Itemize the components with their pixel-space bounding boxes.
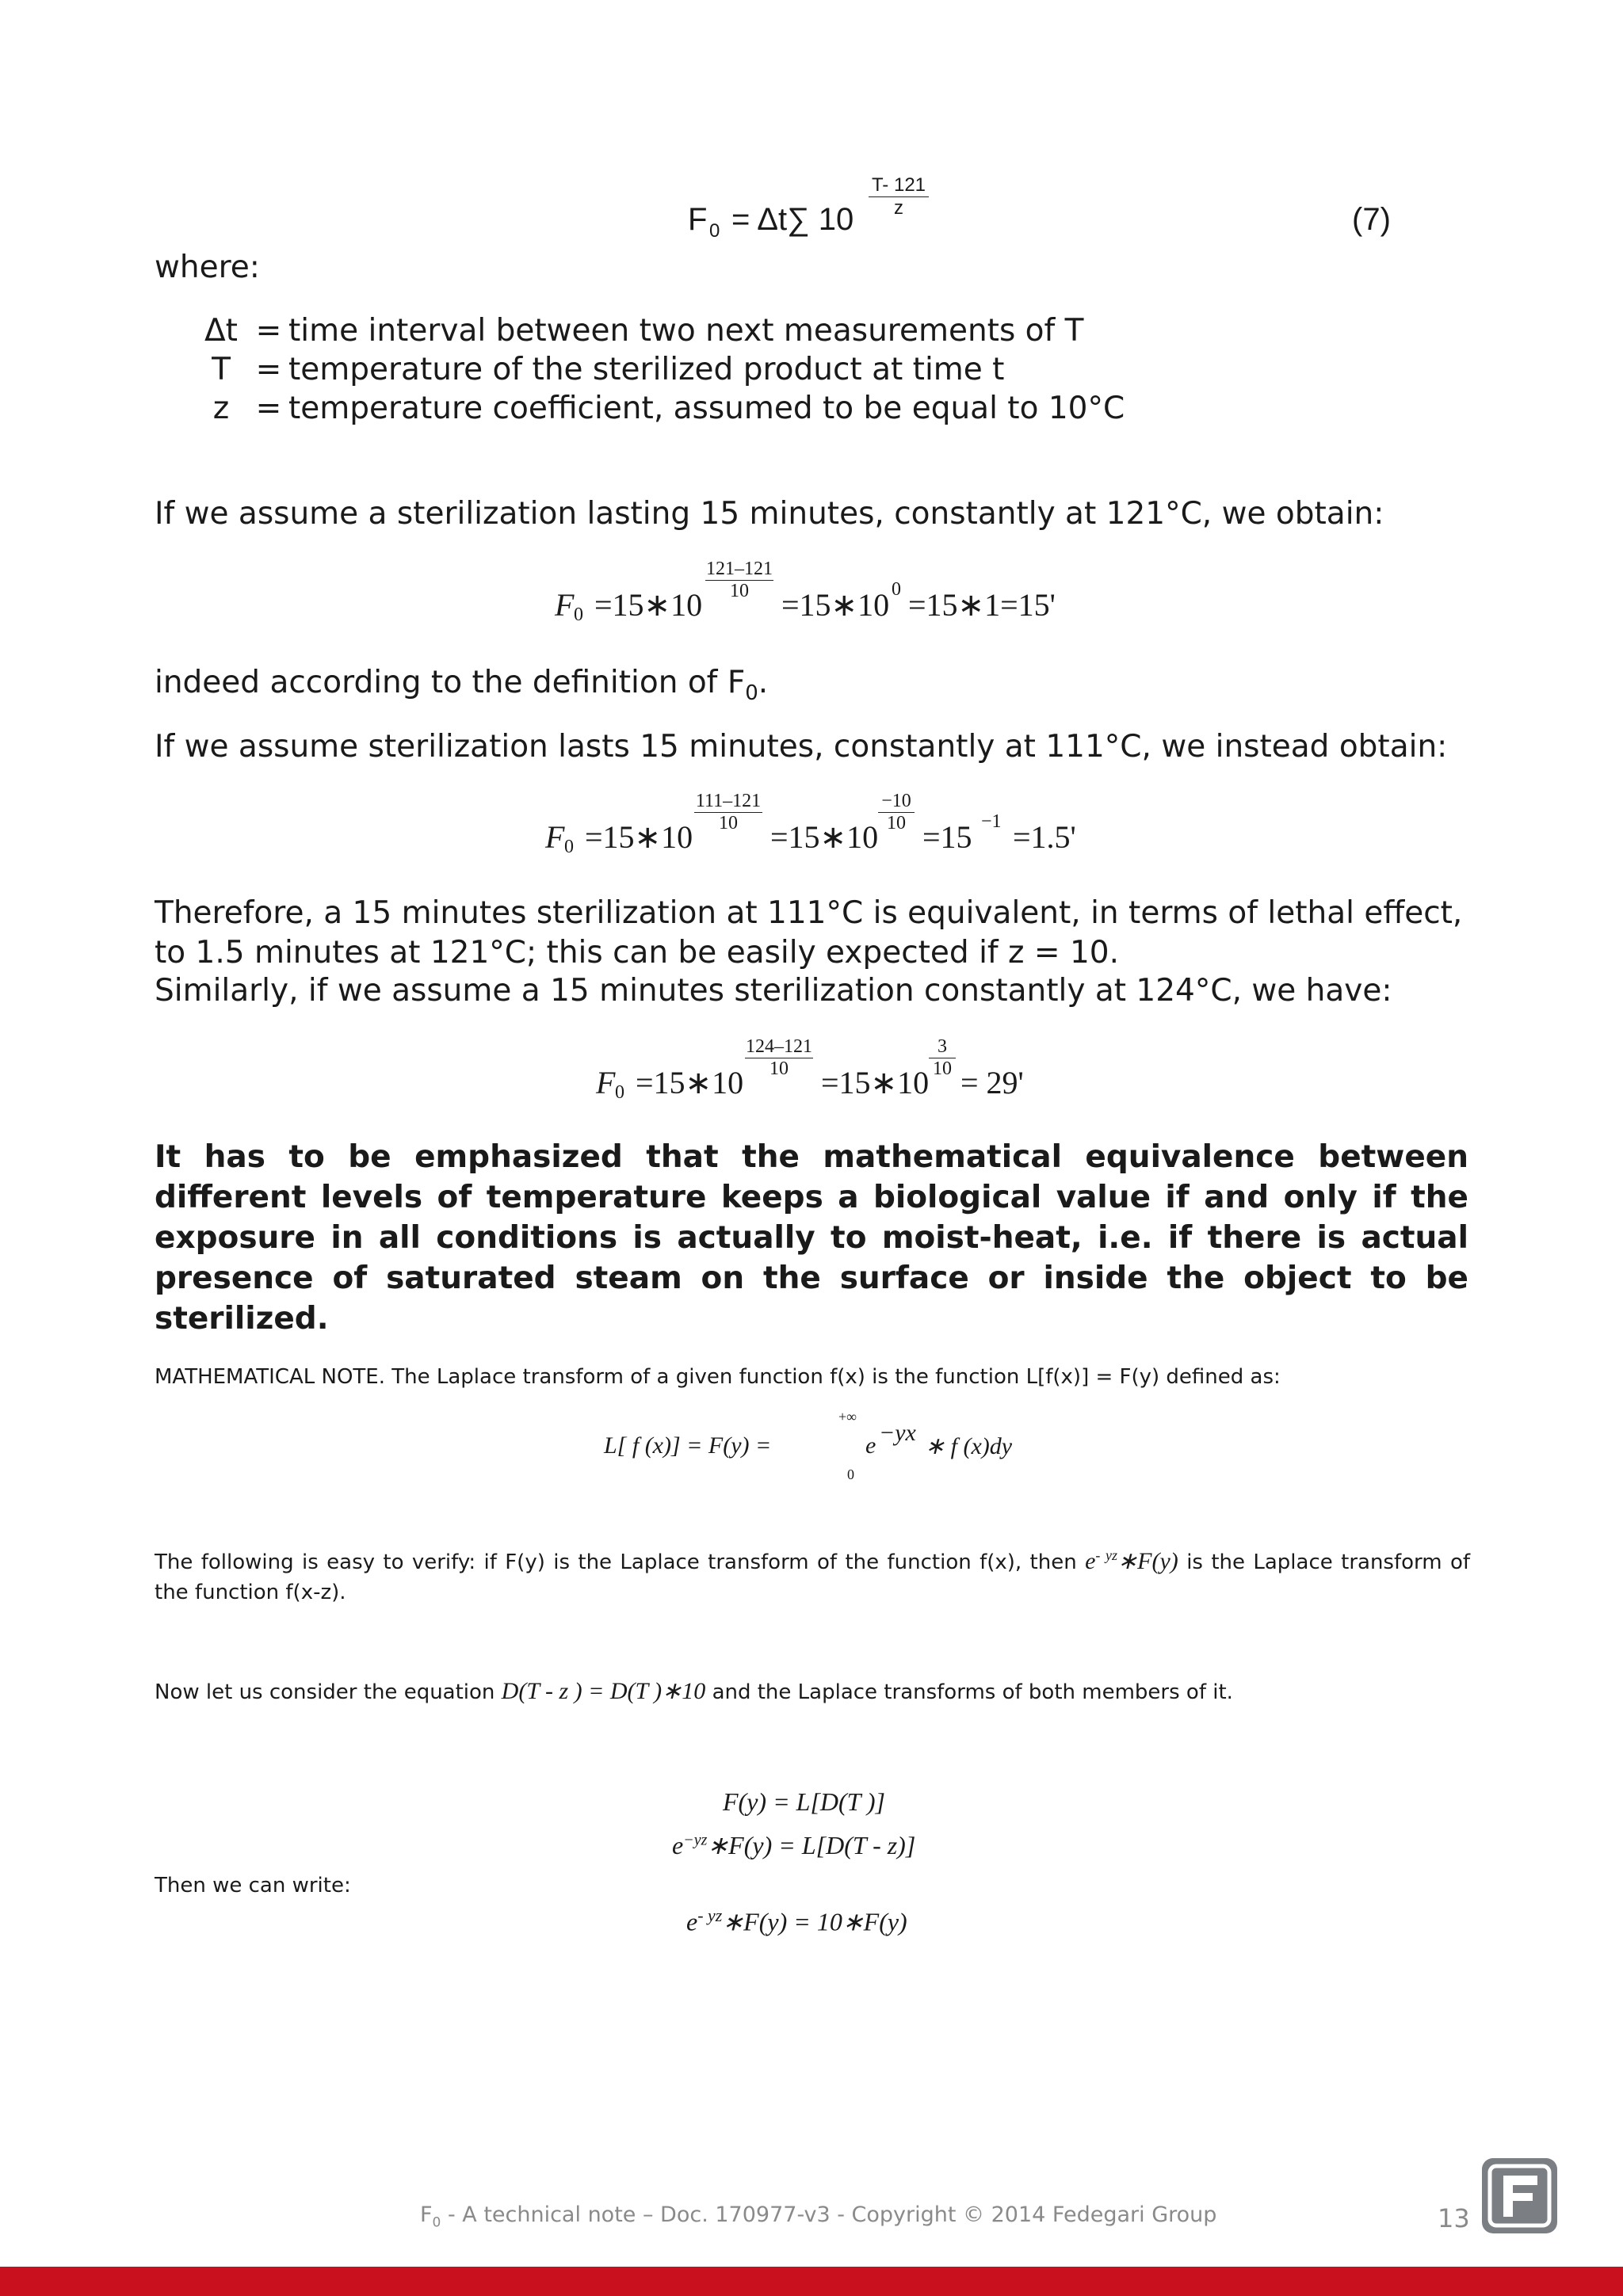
fedegari-logo-icon [1482, 2158, 1557, 2233]
laplace-lower-limit: 0 [847, 1466, 854, 1482]
equation-c-exp-den: 10 [769, 1058, 789, 1079]
mathematical-note: MATHEMATICAL NOTE. The Laplace transform of a given function f(x) is the function L[f(x)] = F(y) defined as: [155, 1365, 1281, 1389]
paragraph-now-part2: and the Laplace transforms of both members of it. [712, 1680, 1233, 1704]
paragraph-definition [155, 663, 768, 713]
equation-a-exponent [705, 559, 773, 602]
equation-7-lhs: F [688, 202, 708, 237]
paragraph-following [155, 1540, 1470, 1608]
equation-c-exp-num: 124–121 [746, 1036, 812, 1057]
paragraph-now-part1: Now let us consider the equation [155, 1680, 495, 1704]
definition-text: temperature of the sterilized product at time t [288, 352, 1005, 387]
equation-c-exp2-num: 3 [929, 1036, 956, 1058]
paragraph-equivalence: Therefore, a 15 minutes sterilization at 111°C is equivalent, in terms of lethal effect, to 1.5 minutes at 121°C; this can be easily expected if z = 10. [155, 895, 1463, 971]
then-label: Then we can write: [155, 1874, 351, 1897]
paragraph-definition-end: . [758, 665, 769, 700]
equation-b-sub: 0 [564, 837, 574, 857]
laplace-e: e [865, 1432, 876, 1459]
definition-text: temperature coefficient, assumed to be equal to 10°C [288, 391, 1125, 426]
paragraph-now [155, 1676, 1233, 1707]
paragraph-definition-text: indeed according to the definition of F [155, 665, 746, 700]
final-equation-1: F(y) = L[D(T )] [723, 1787, 885, 1816]
equation-c [596, 1036, 1071, 1108]
equation-7-exp-num: T- 121 [869, 174, 929, 197]
equation-b-exp-num: 111–121 [695, 791, 762, 811]
equation-b-part4: =1.5' [1013, 819, 1076, 855]
final-equation-3-rest: ∗F(y) = 10∗F(y) [722, 1907, 907, 1936]
equation-b-part1: =15∗10 [585, 819, 693, 855]
final-equation-2 [672, 1830, 915, 1860]
equation-b-exp2-den: 10 [887, 813, 906, 833]
equation-a-part1: =15∗10 [594, 587, 703, 623]
definition-equals: = [255, 352, 282, 387]
equation-b-part3: =15 [922, 819, 972, 855]
equation-b-exp2-num: −10 [878, 791, 915, 813]
equation-7-number: (7) [1352, 202, 1391, 237]
equation-a-exp-den: 10 [730, 581, 749, 601]
paragraph-111-intro: If we assume sterilization lasts 15 minutes, constantly at 111°C, we instead obtain: [155, 729, 1448, 765]
page-number: 13 [1438, 2203, 1470, 2233]
equation-c-sub: 0 [615, 1082, 624, 1103]
definition-symbol: z [212, 391, 230, 426]
equation-c-exponent2 [929, 1036, 956, 1080]
equation-c-exp2-den: 10 [933, 1058, 952, 1079]
laplace-lhs: L[ f (x)] = F(y) = [604, 1432, 772, 1459]
equation-c-exponent [745, 1036, 813, 1080]
definition-row [193, 352, 1004, 387]
final-equation-2-rest: ∗F(y) = L[D(T - z)] [707, 1831, 916, 1859]
final-equation-2-exp: −yz [683, 1831, 708, 1849]
inline-expression-1-e: e [1085, 1548, 1096, 1574]
inline-expression-1-rest: ∗F(y) [1117, 1548, 1178, 1574]
final-equation-3-exp: - yz [697, 1905, 723, 1925]
equation-b-lhs: F [545, 819, 565, 855]
inline-expression-2: D(T - z ) = D(T )∗10 [501, 1678, 706, 1704]
definition-symbol: Δt [204, 313, 238, 349]
equation-b [545, 791, 1116, 862]
equation-a-part2: =15∗10 [781, 587, 890, 623]
emphasis-paragraph: It has to be emphasized that the mathematical equivalence between different levels of temperature keeps a biological value if and only if the exposure in all conditions is actually to moist-heat, i.e. if there is actual presence of saturated steam on the surface or inside the object to be sterilized. [155, 1139, 1468, 1337]
inline-expression-1-exp: - yz [1095, 1547, 1118, 1563]
final-equation-3-e: e [686, 1907, 698, 1936]
footer-f-sub: 0 [432, 2214, 441, 2231]
laplace-rest: ∗ f (x)dy [925, 1433, 1013, 1459]
equation-b-part2: =15∗10 [770, 819, 879, 855]
final-equation-3 [686, 1905, 907, 1937]
equation-7 [688, 174, 941, 246]
equation-a-part3: =15∗1=15' [908, 587, 1056, 623]
equation-c-part2: =15∗10 [821, 1065, 930, 1100]
paragraph-following-part2: is the Laplace transform of the function f(x-z). [155, 1550, 1471, 1604]
equation-c-part3: = 29' [960, 1065, 1024, 1100]
equation-b-exp-den: 10 [719, 813, 738, 833]
equation-7-sub: 0 [709, 220, 720, 242]
equation-c-part1: =15∗10 [636, 1065, 744, 1100]
paragraph-121-intro: If we assume a sterilization lasting 15 minutes, constantly at 121°C, we obtain: [155, 496, 1384, 532]
paragraph-definition-sub: 0 [745, 681, 758, 705]
equation-7-body: = Δt∑ 10 [731, 202, 854, 237]
laplace-upper-limit: +∞ [838, 1409, 857, 1425]
definition-equals: = [255, 313, 282, 349]
equation-a-sub: 0 [574, 605, 583, 625]
footer-text [420, 2203, 1216, 2230]
equation-7-exponent [869, 174, 929, 219]
equation-b-exp3: −1 [981, 811, 1002, 832]
equation-c-lhs: F [596, 1065, 616, 1100]
definition-row [193, 391, 1125, 426]
laplace-equation [604, 1409, 1048, 1488]
equation-a-exp2: 0 [892, 579, 901, 600]
definition-row [193, 313, 1084, 349]
laplace-exp: −yx [879, 1420, 916, 1446]
footer-copyright: - A technical note – Doc. 170977-v3 - Copyright © 2014 Fedegari Group [441, 2203, 1217, 2227]
definition-symbol: T [212, 352, 231, 387]
equation-a-lhs: F [555, 587, 575, 623]
equation-7-exp-den: z [894, 197, 903, 219]
inline-expression-1 [1085, 1548, 1178, 1574]
where-label: where: [155, 250, 260, 285]
definition-equals: = [255, 391, 282, 426]
footer-f: F [420, 2203, 433, 2227]
paragraph-124-intro: Similarly, if we assume a 15 minutes sterilization constantly at 124°C, we have: [155, 973, 1392, 1009]
equation-b-exponent [694, 791, 762, 834]
definition-text: time interval between two next measurements of T [288, 313, 1084, 349]
equation-b-exponent2 [878, 791, 915, 834]
final-equation-2-e: e [672, 1831, 684, 1859]
footer-red-bar [0, 2267, 1623, 2296]
paragraph-following-part1: The following is easy to verify: if F(y) is the Laplace transform of the function f(x), then [155, 1550, 1077, 1574]
equation-a-exp-num: 121–121 [706, 559, 773, 579]
equation-a [555, 559, 1109, 630]
